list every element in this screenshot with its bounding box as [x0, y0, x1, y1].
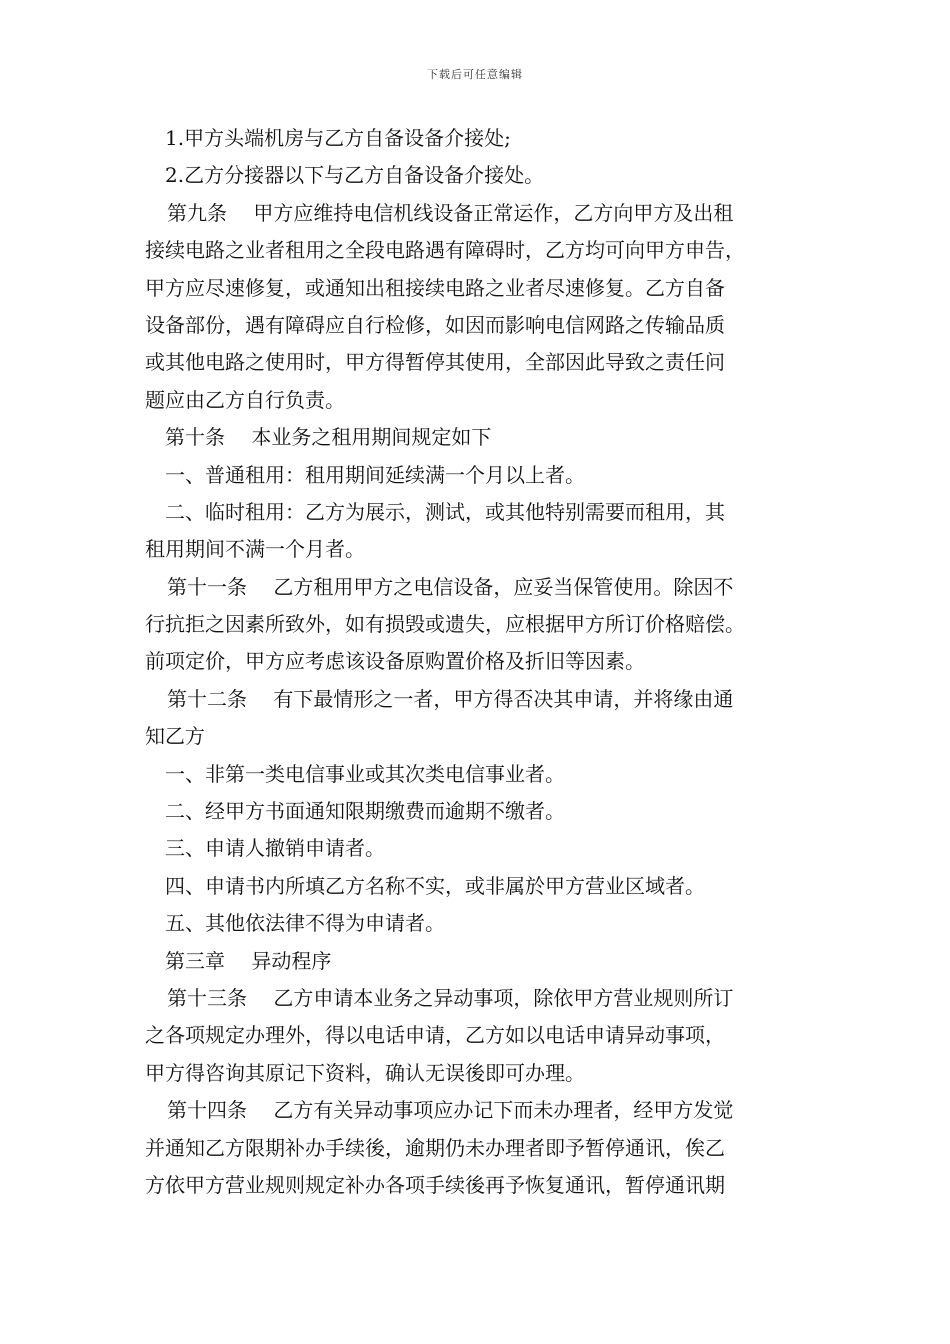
- text-line: 五、其他依法律不得为申请者。: [165, 911, 445, 936]
- text-line: 第三章 异动程序: [165, 948, 332, 973]
- text-line: 知乙方: [145, 724, 205, 749]
- text-line: 或其他电路之使用时，甲方得暂停其使用，全部因此导致之责任问: [145, 350, 725, 375]
- text-line: 一、普通租用：租用期间延续满一个月以上者。: [165, 462, 585, 487]
- text-line: 一、非第一类电信事业或其次类电信事业者。: [165, 761, 565, 786]
- text-line: 甲方应尽速修复，或通知出租接续电路之业者尽速修复。乙方自备: [145, 275, 725, 300]
- text-line: 甲方得咨询其原记下资料，确认无误後即可办理。: [145, 1060, 585, 1085]
- text-line: 二、经甲方书面通知限期缴费而逾期不缴者。: [165, 799, 565, 824]
- text-line: 之各项规定办理外，得以电话申请，乙方如以电话申请异动事项，: [145, 1023, 725, 1048]
- text-line: 四、申请书内所填乙方名称不实，或非属於甲方营业区域者。: [165, 873, 705, 898]
- text-line: 2.乙方分接器以下与乙方自备设备介接处。: [165, 163, 545, 188]
- text-line: 第十二条 有下最情形之一者，甲方得否决其申请，并将缘由通: [167, 686, 734, 711]
- text-line: 第九条 甲方应维持电信机线设备正常运作，乙方向甲方及出租: [167, 200, 734, 225]
- text-line: 行抗拒之因素所致外，如有损毁或遗失，应根据甲方所订价格赔偿。: [145, 612, 745, 637]
- text-line: 接续电路之业者租用之全段电路遇有障碍时，乙方均可向甲方申告，: [145, 238, 745, 263]
- text-line: 二、临时租用：乙方为展示，测试，或其他特别需要而租用，其: [165, 499, 725, 524]
- text-line: 并通知乙方限期补办手续後，逾期仍未办理者即予暂停通讯，俟乙: [145, 1135, 725, 1160]
- text-line: 第十一条 乙方租用甲方之电信设备，应妥当保管使用。除因不: [167, 574, 734, 599]
- text-line: 1.甲方头端机房与乙方自备设备介接处;: [165, 126, 511, 150]
- page-header: 下载后可任意编辑: [427, 68, 523, 81]
- document-body: [145, 120, 807, 1204]
- text-line: 第十三条 乙方申请本业务之异动事项，除依甲方营业规则所订: [167, 985, 734, 1010]
- text-line: 方依甲方营业规则规定补办各项手续後再予恢复通讯，暂停通讯期: [145, 1172, 725, 1197]
- text-line: 三、申请人撤销申请者。: [165, 836, 385, 861]
- text-line: 前项定价，甲方应考虑该设备原购置价格及折旧等因素。: [145, 649, 645, 674]
- text-line: 第十四条 乙方有关异动事项应办记下而未办理者，经甲方发觉: [167, 1098, 734, 1123]
- text-line: 第十条 本业务之租用期间规定如下: [165, 425, 492, 450]
- text-line: 题应由乙方自行负责。: [145, 387, 345, 412]
- text-line: 租用期间不满一个月者。: [145, 537, 365, 562]
- text-line: 设备部份，遇有障碍应自行检修，如因而影响电信网路之传输品质: [145, 312, 725, 337]
